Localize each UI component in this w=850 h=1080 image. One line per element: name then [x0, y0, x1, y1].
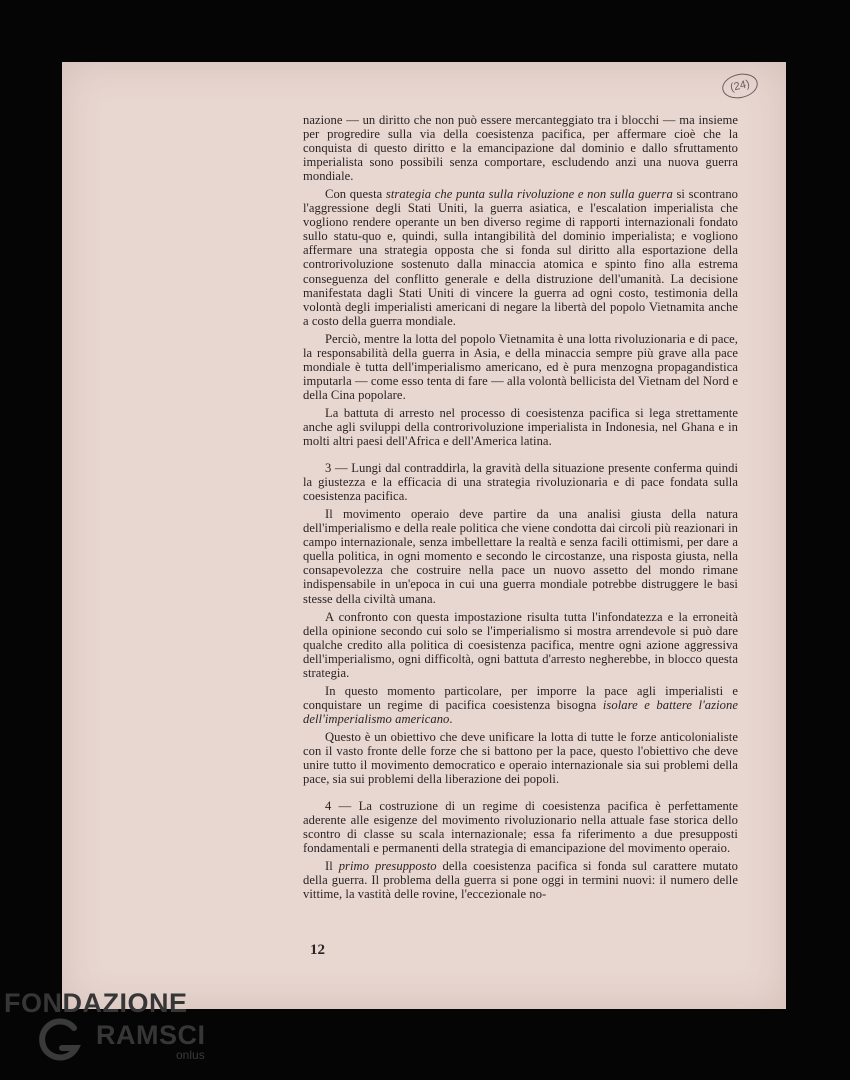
watermark-line3: onlus [176, 1048, 205, 1062]
paragraph-3: Perciò, mentre la lotta del popolo Vietnamita è una lotta rivoluzionaria e di pace, la responsabilità della guerra in Asia, e della minaccia sempre più grave alla pace mondiale è tutta dell'imperialismo americano, ed è pura menzogna propagandistica imputarla — come esso tenta di fare — alla volontà bellicista del Vietnam del Nord e della Cina popolare. [303, 331, 738, 402]
paragraph-8: In questo momento particolare, per imporre la pace agli imperialisti e conquistare un regime di pacifica coesistenza bisogna isolare e battere l'azione dell'imperialismo americano. [303, 683, 738, 726]
paragraph-2: Con questa strategia che punta sulla rivoluzione e non sulla guerra si scontrano l'aggressione degli Stati Uniti, la guerra asiatica, e l'escalation imperialista che vogliono rendere operante un ben diverso regime di rapporti internazionali fondato sullo statu-quo e, quindi, sulla intangibilità del dominio imperialista; e vogliono affermare una strategia opposta che si fonda sul diritto alla esportazione della controrivoluzione sostenuto dalla minaccia atomica e spinto fino alla estrema conseguenza del conflitto generale e della distruzione dell'umanità. La decisione manifestata dagli Stati Uniti di vincere la guerra ad ogni costo, testimonia della volontà degli imperialisti americani di negare la libertà del popolo Vietnamita anche a costo della guerra mondiale. [303, 187, 739, 328]
page-number: 12 [310, 942, 325, 958]
document-body [303, 113, 738, 905]
watermark-line1: FONDAZIONE [4, 988, 188, 1018]
paragraph-10: 4 — La costruzione di un regime di coesistenza pacifica è perfettamente aderente alle esigenze del movimento rivoluzionario nella attuale fase storica dello scontro di classe su scala internazionale; essa fa riferimento a due presupposti fondamentali e permanenti della strategia di emancipazione del movimento operaio. [303, 799, 738, 856]
paragraph-4: La battuta di arresto nel processo di coesistenza pacifica si lega strettamente anche agli sviluppi della controrivoluzione imperialista in Indonesia, nel Ghana e in molti altri paesi dell'Africa e dell'America latina. [303, 405, 738, 449]
paragraph-6: Il movimento operaio deve partire da una analisi giusta della natura dell'imperialismo e della reale politica che viene condotta dai circoli più reazionari in campo internazionale, senza imbellettare la realtà e senza facili ottimismi, per dare a quella politica, in ogni momento e secondo le circostanze, una risposta giusta, nella consapevolezza che costruire nella pace un nuovo assetto del mondo rimane indispensabile in un'epoca in cui una guerra mondiale potrebbe distruggere le basi stesse della civiltà umana. [303, 507, 738, 606]
paragraph-11: Il primo presupposto della coesistenza pacifica si fonda sul carattere mutato della guerra. Il problema della guerra si pone oggi in termini nuovi: il numero delle vittime, la vastità delle rovine, l'eccezionale no- [303, 859, 738, 902]
paragraph-7: A confronto con questa impostazione risulta tutta l'infondatezza e la erroneità della opinione secondo cui solo se l'imperialismo si mostra arrendevole si può dare qualche credito alla politica di coesistenza pacifica, mentre ogni azione aggressiva dell'imperialismo, ogni difficoltà, ogni battuta d'arresto negherebbe, in blocco questa strategia. [303, 609, 738, 680]
paragraph-1: nazione — un diritto che non può essere mercanteggiato tra i blocchi — ma insieme per progredire sulla via della coesistenza pacifica, per affermare cioè che la conquista di questo diritto e la emancipazione dal dominio e dallo sfruttamento imperialista sono possibili senza comportare, escludendo anzi una nuova guerra mondiale. [303, 113, 738, 184]
handwritten-page-mark: (24) [720, 71, 760, 102]
watermark-line2: RAMSCI [96, 1020, 206, 1050]
fondazione-gramsci-watermark [4, 988, 206, 1062]
paragraph-9: Questo è un obiettivo che deve unificare la lotta di tutte le forze anticolonialiste con il vasto fronte delle forze che si battono per la pace, questo l'obiettivo che deve unire tutto il movimento democratico e operaio internazionale sia sui problemi della pace, sia sui problemi della liberazione dei popoli. [303, 729, 738, 787]
paragraph-5: 3 — Lungi dal contraddirla, la gravità della situazione presente conferma quindi la giustezza e la efficacia di una strategia rivoluzionaria e di pace fondata sulla coesistenza pacifica. [303, 461, 738, 504]
gramsci-g-logo-icon [38, 1018, 82, 1062]
